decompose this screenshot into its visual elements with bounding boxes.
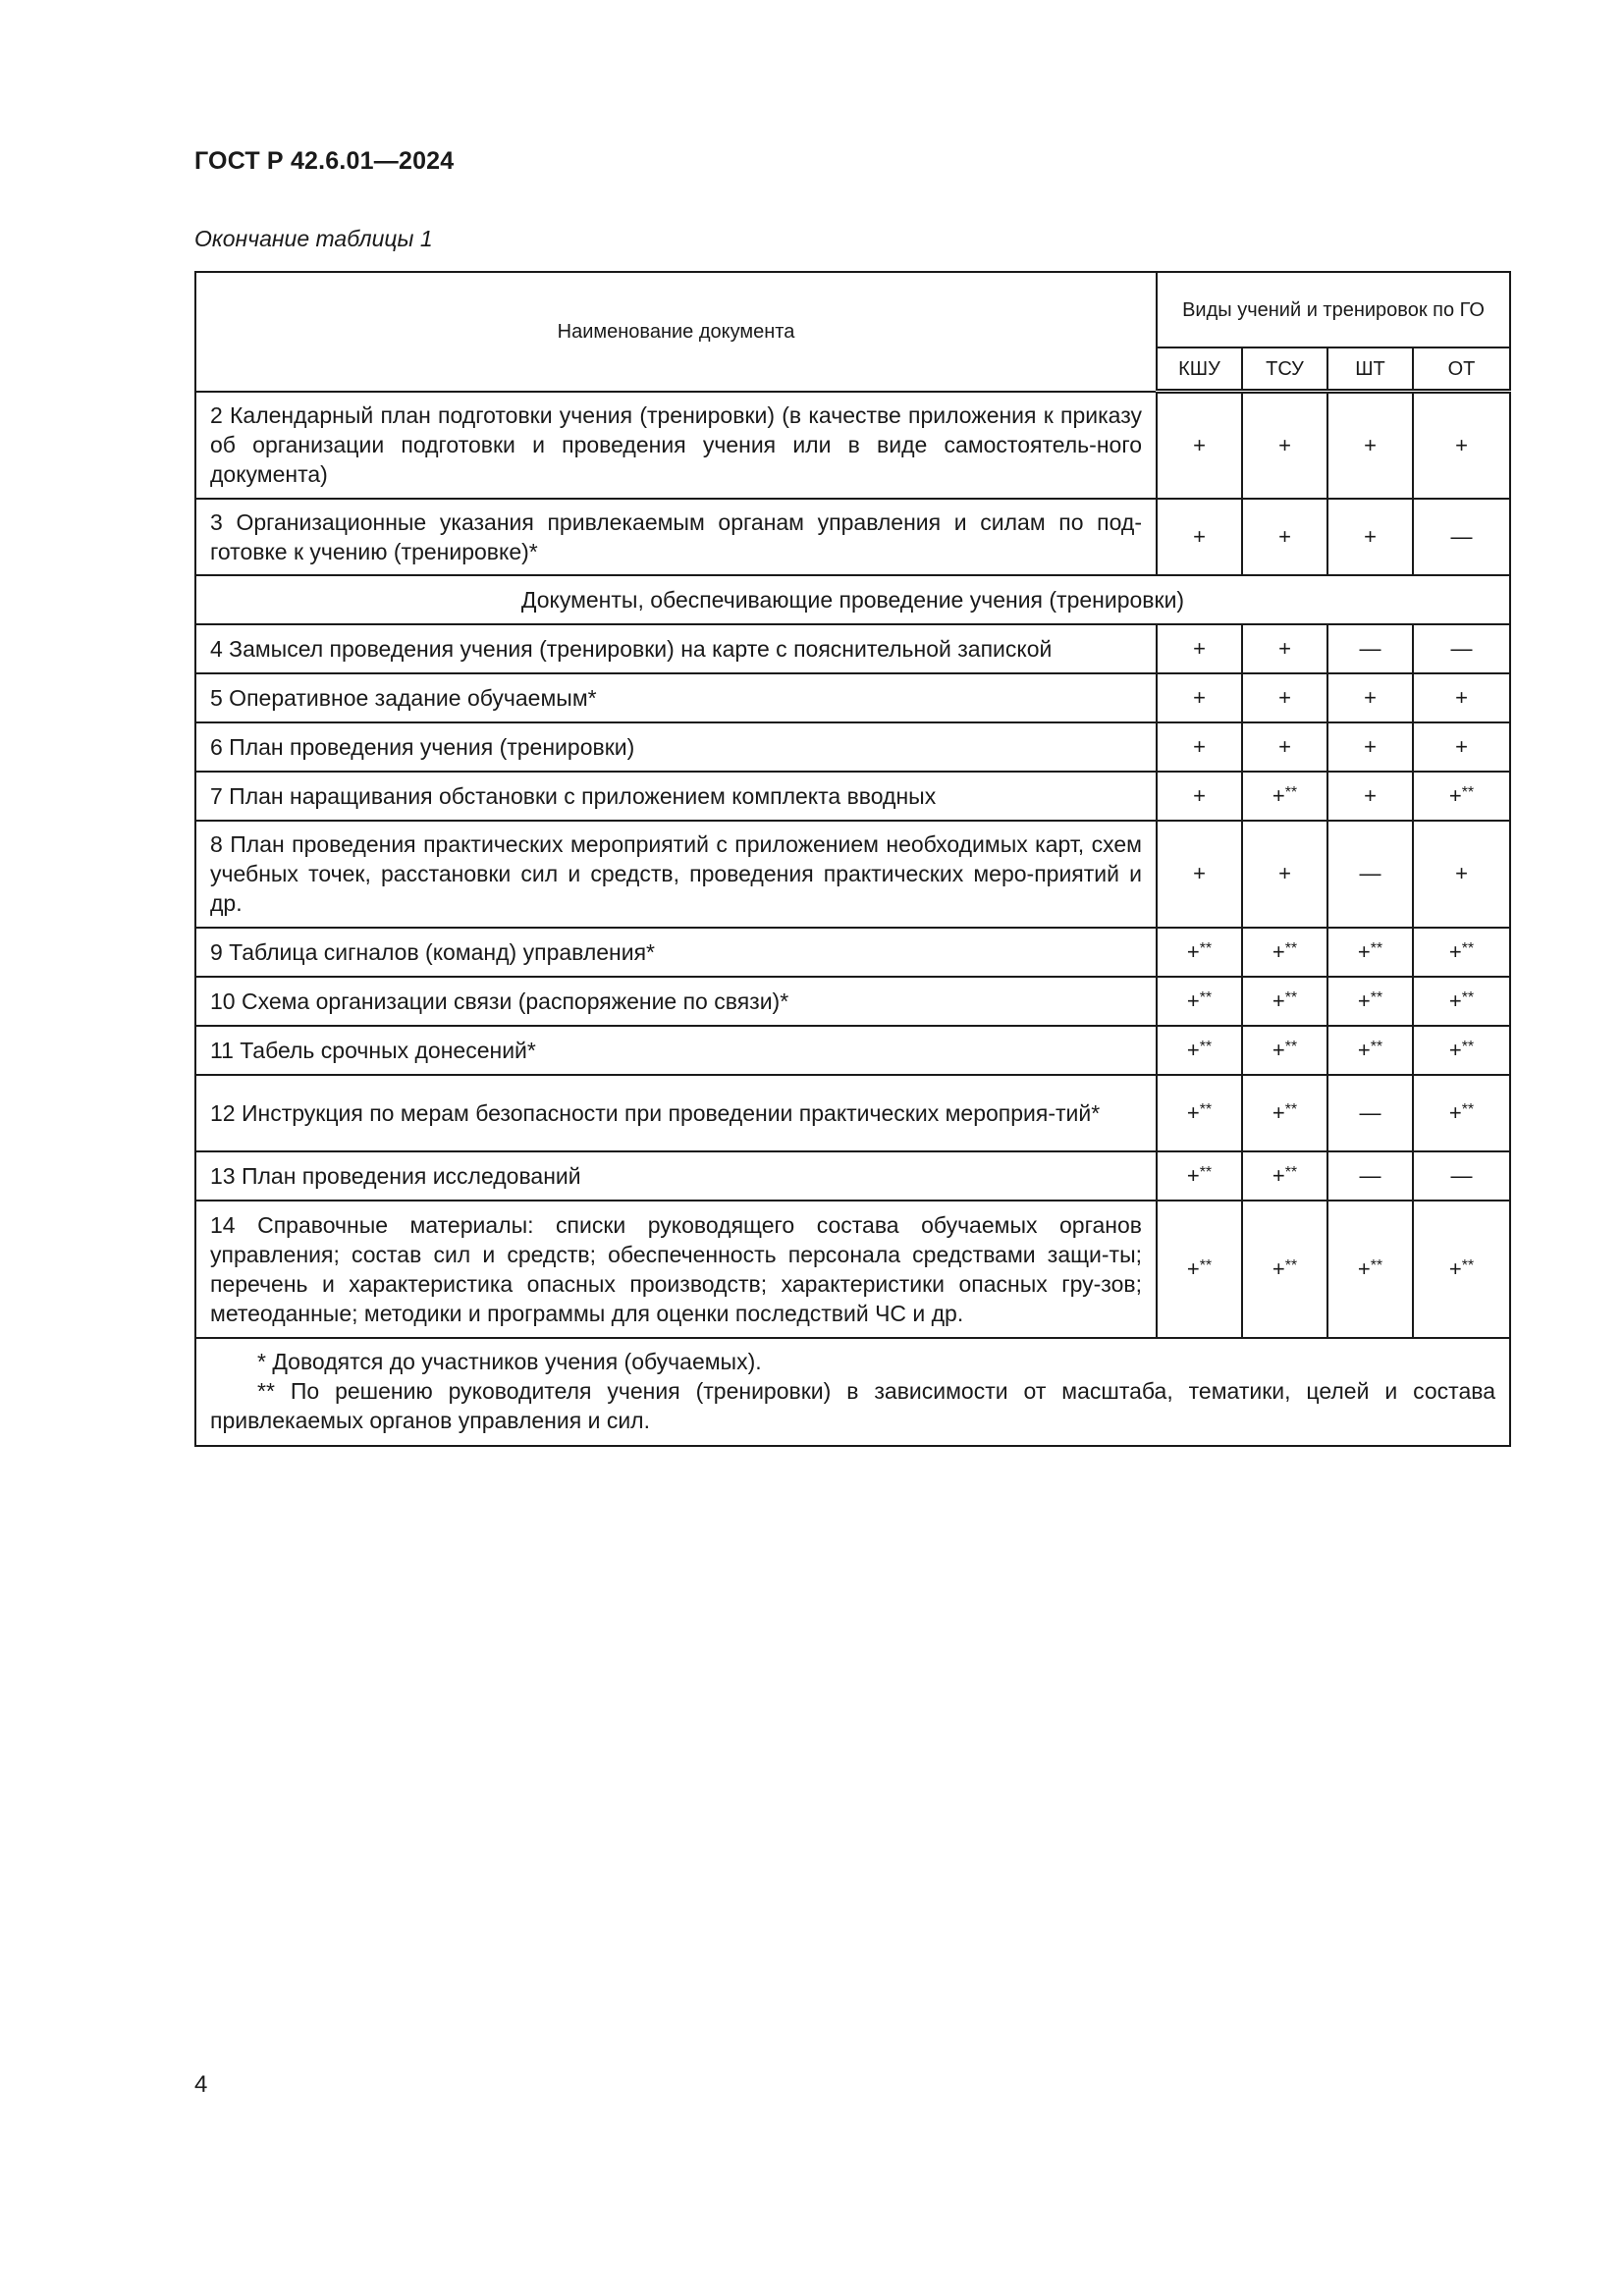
document-name: 4 Замысел проведения учения (тренировки) на карте с пояснительной запиской [195, 624, 1157, 673]
mark-sht: — [1327, 821, 1413, 928]
table-row [195, 977, 1510, 1026]
table-row [195, 772, 1510, 821]
table-notes [195, 1338, 1510, 1446]
table-note: ** По решению руководителя учения (тренировки) в зависимости от масштаба, тематики, целей и состава привлекаемых органов управления и сил. [210, 1377, 1495, 1433]
mark-ksu: +** [1157, 1151, 1242, 1201]
document-name: 13 План проведения исследований [195, 1151, 1157, 1201]
mark-tsu: + [1242, 722, 1327, 772]
mark-ksu: + [1157, 624, 1242, 673]
mark-ot: + [1413, 722, 1510, 772]
mark-ot: +** [1413, 977, 1510, 1026]
table-row [195, 928, 1510, 977]
mark-ot: +** [1413, 772, 1510, 821]
document-name: 12 Инструкция по мерам безопасности при проведении практических мероприя-тий* [195, 1075, 1157, 1151]
column-header-ot: ОТ [1413, 347, 1510, 392]
mark-tsu: +** [1242, 1201, 1327, 1338]
mark-tsu: +** [1242, 1151, 1327, 1201]
section-row [195, 575, 1510, 624]
column-header-sht: ШТ [1327, 347, 1413, 392]
mark-ot: +** [1413, 1201, 1510, 1338]
column-header-tsu: ТСУ [1242, 347, 1327, 392]
mark-ksu: +** [1157, 1026, 1242, 1075]
document-name: 9 Таблица сигналов (команд) управления* [195, 928, 1157, 977]
mark-ot: +** [1413, 1075, 1510, 1151]
document-name: 6 План проведения учения (тренировки) [195, 722, 1157, 772]
mark-ksu: + [1157, 722, 1242, 772]
document-name: 7 План наращивания обстановки с приложением комплекта вводных [195, 772, 1157, 821]
table-row [195, 499, 1510, 575]
table-row [195, 722, 1510, 772]
mark-ksu: + [1157, 673, 1242, 722]
mark-ksu: + [1157, 392, 1242, 499]
mark-ksu: +** [1157, 1201, 1242, 1338]
table-row [195, 821, 1510, 928]
mark-sht: — [1327, 624, 1413, 673]
mark-ot: +** [1413, 1026, 1510, 1075]
mark-ksu: +** [1157, 1075, 1242, 1151]
page-number: 4 [194, 2071, 208, 2098]
mark-sht: +** [1327, 928, 1413, 977]
mark-tsu: +** [1242, 977, 1327, 1026]
mark-ksu: + [1157, 772, 1242, 821]
mark-ksu: + [1157, 499, 1242, 575]
column-header-ksu: КШУ [1157, 347, 1242, 392]
mark-sht: — [1327, 1075, 1413, 1151]
mark-ksu: + [1157, 821, 1242, 928]
mark-tsu: +** [1242, 1026, 1327, 1075]
mark-tsu: + [1242, 821, 1327, 928]
document-header: ГОСТ Р 42.6.01—2024 [194, 147, 455, 175]
mark-ot: + [1413, 392, 1510, 499]
table-row [195, 624, 1510, 673]
mark-sht: — [1327, 1151, 1413, 1201]
table-row [195, 392, 1510, 499]
mark-ot: +** [1413, 928, 1510, 977]
document-name: 8 План проведения практических мероприятий с приложением необходимых карт, схем учебных точек, расстановки сил и средств, проведения практических меро-приятий и др. [195, 821, 1157, 928]
mark-sht: +** [1327, 977, 1413, 1026]
mark-sht: + [1327, 673, 1413, 722]
mark-sht: + [1327, 722, 1413, 772]
mark-sht: + [1327, 392, 1413, 499]
mark-tsu: + [1242, 624, 1327, 673]
mark-sht: + [1327, 499, 1413, 575]
table-row [195, 1151, 1510, 1201]
table-row [195, 1026, 1510, 1075]
mark-ot: + [1413, 673, 1510, 722]
notes-row [195, 1338, 1510, 1446]
column-group-header: Виды учений и тренировок по ГО [1157, 272, 1510, 347]
document-name: 5 Оперативное задание обучаемым* [195, 673, 1157, 722]
table-note: * Доводятся до участников учения (обучаемых). [257, 1348, 762, 1374]
section-title: Документы, обеспечивающие проведение учения (тренировки) [195, 575, 1510, 624]
table-caption: Окончание таблицы 1 [194, 226, 433, 251]
mark-sht: + [1327, 772, 1413, 821]
documents-table [194, 271, 1511, 1447]
mark-sht: +** [1327, 1026, 1413, 1075]
mark-ot: — [1413, 624, 1510, 673]
column-header-document-name: Наименование документа [195, 272, 1157, 392]
document-name: 2 Календарный план подготовки учения (тренировки) (в качестве приложения к приказу об организации подготовки и проведения учения или в виде самостоятель-ного документа) [195, 392, 1157, 499]
table-row [195, 673, 1510, 722]
document-name: 3 Организационные указания привлекаемым органам управления и силам по под-готовке к учению (тренировке)* [195, 499, 1157, 575]
document-name: 14 Справочные материалы: списки руководящего состава обучаемых органов управления; состав сил и средств; обеспеченность персонала средствами защи-ты; перечень и характеристика опасных производств; характеристики опасных гру-зов; метеоданные; методики и программы для оценки последствий ЧС и др. [195, 1201, 1157, 1338]
mark-ot: + [1413, 821, 1510, 928]
document-name: 11 Табель срочных донесений* [195, 1026, 1157, 1075]
mark-tsu: + [1242, 673, 1327, 722]
mark-tsu: +** [1242, 1075, 1327, 1151]
mark-ot: — [1413, 1151, 1510, 1201]
table-row [195, 1075, 1510, 1151]
mark-tsu: +** [1242, 928, 1327, 977]
mark-ot: — [1413, 499, 1510, 575]
mark-tsu: + [1242, 392, 1327, 499]
document-name: 10 Схема организации связи (распоряжение по связи)* [195, 977, 1157, 1026]
mark-tsu: + [1242, 499, 1327, 575]
mark-sht: +** [1327, 1201, 1413, 1338]
mark-ksu: +** [1157, 977, 1242, 1026]
table-row [195, 1201, 1510, 1338]
mark-tsu: +** [1242, 772, 1327, 821]
mark-ksu: +** [1157, 928, 1242, 977]
